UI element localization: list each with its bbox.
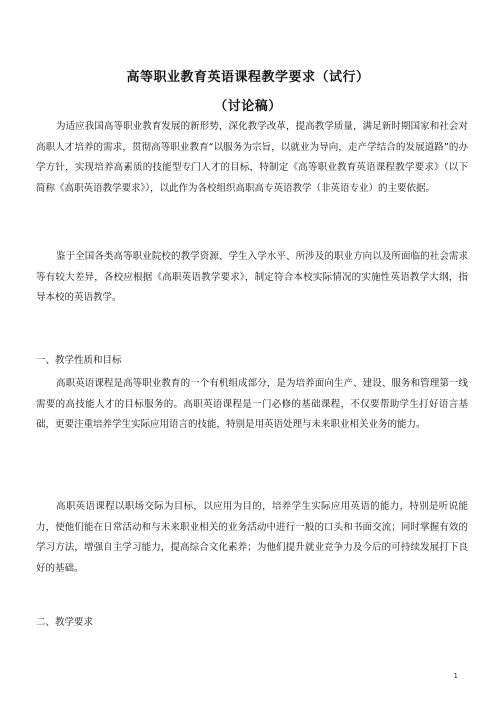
page-number: 1 — [453, 672, 458, 680]
intro-paragraph-2: 鉴于全国各类高等职业院校的教学资源、学生入学水平、所涉及的职业方向以及所面临的社会需求等有较大差异，各校应根据《高职英语教学要求》，制定符合本校实际情况的实施性英语教学大纲，指导本校的英语教学。 — [36, 251, 468, 303]
section-heading-nature-goals: 一、教学性质和目标 — [36, 355, 122, 366]
document-subtitle: （讨论稿） — [214, 99, 282, 114]
section-heading-requirements: 二、教学要求 — [36, 617, 94, 628]
section1-paragraph-2: 高职英语课程以职场交际为目标，以应用为目的，培养学生实际应用英语的能力，特别是听说能力，使他们能在日常活动和与未来职业相关的业务活动中进行一般的口头和书面交流；同时掌握有效的学习方法，增强自主学习能力，提高综合文化素养；为他们提升就业竞争力及今后的可持续发展打下良好的基础。 — [36, 501, 468, 574]
document-title: 高等职业教育英语课程教学要求（试行） — [126, 70, 370, 85]
section1-paragraph-1: 高职英语课程是高等职业教育的一个有机组成部分，是为培养面向生产、建设、服务和管理第一线需要的高技能人才的目标服务的。高职英语课程是一门必修的基础课程，不仅要帮助学生打好语言基础，更要注重培养学生实际应用语言的技能，特别是用英语处理与未来职业相关业务的能力。 — [36, 378, 468, 430]
intro-paragraph-1: 为适应我国高等职业教育发展的新形势，深化教学改革，提高教学质量，满足新时期国家和社会对高职人才培养的需求，贯彻高等职业教育“以服务为宗旨，以就业为导向，走产学结合的发展道路”的办学方针，实现培养高素质的技能型专门人才的目标，特制定《高等职业教育英语课程教学要求》（以下简称《高职英语教学要求》），以此作为各校组织高职高专英语教学（非英语专业）的主要依据。 — [36, 121, 468, 194]
